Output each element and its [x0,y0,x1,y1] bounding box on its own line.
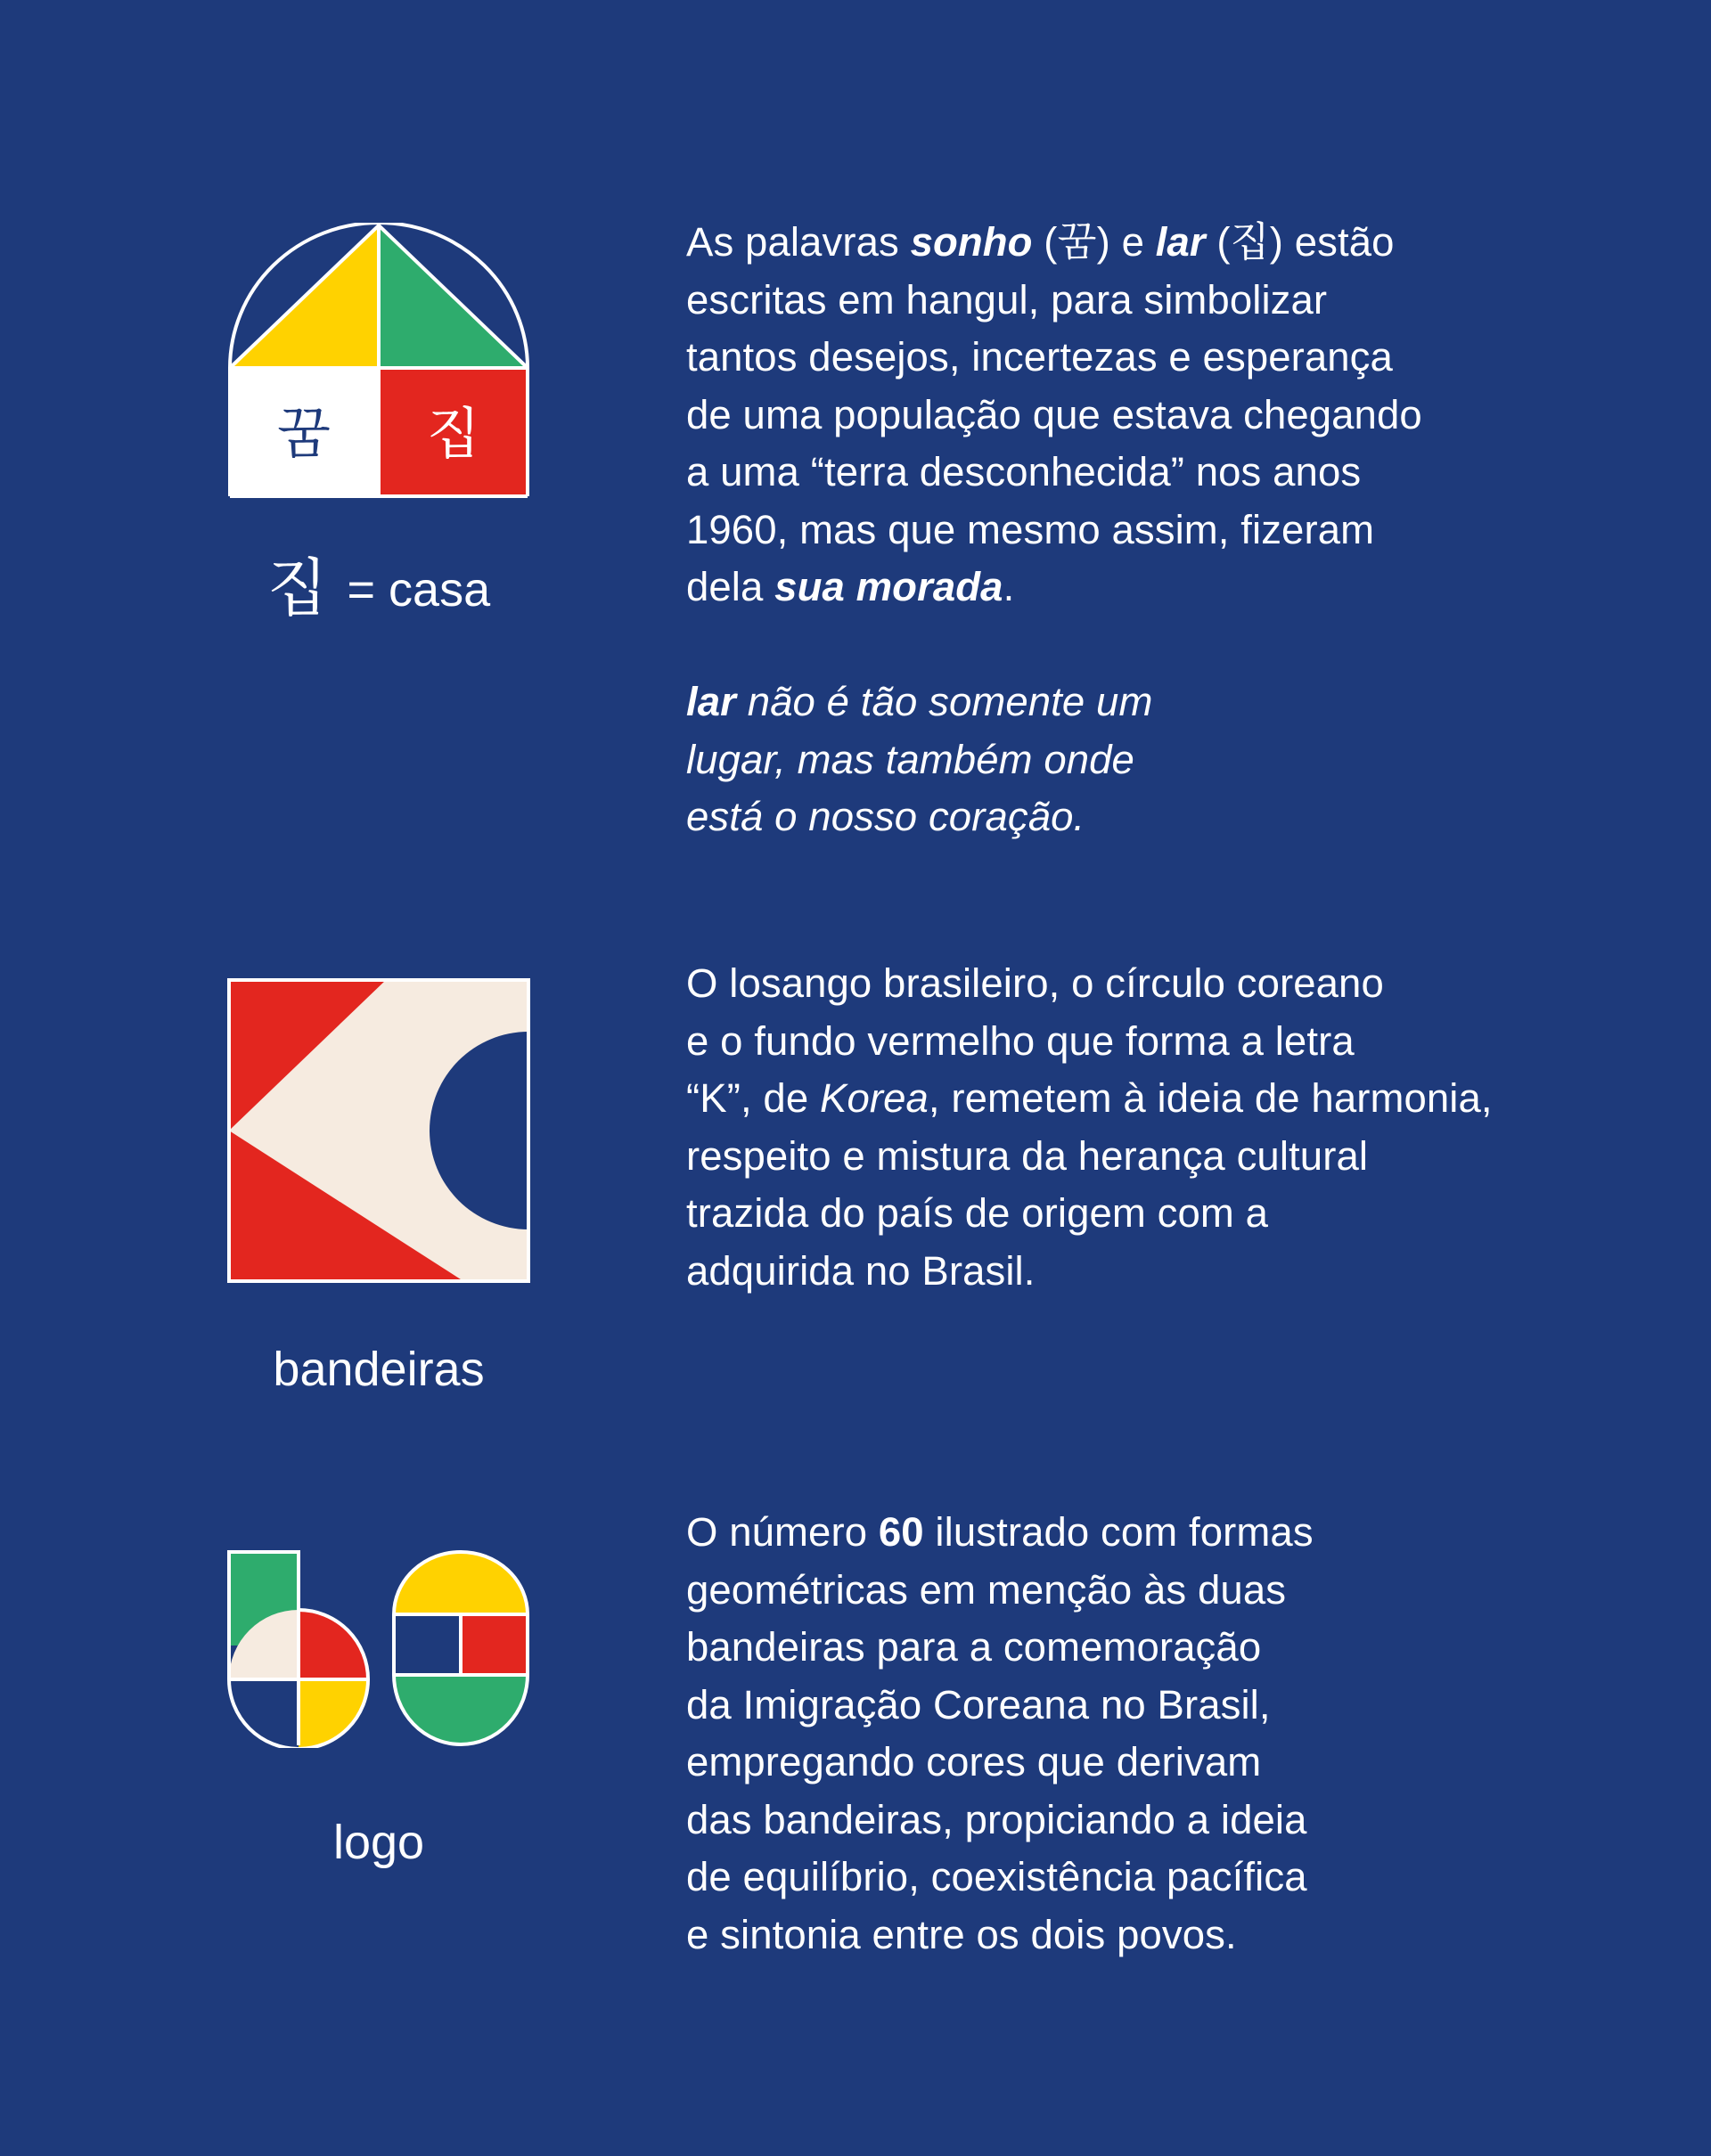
zero-yellow-cap [394,1552,528,1614]
quote-line-3: está o nosso coração. [686,794,1085,839]
s3-line-8: e sintonia entre os dois povos. [686,1911,1237,1957]
s3-line-1: O número 60 ilustrado com formas [686,1509,1314,1555]
s2-line-3: “K”, de Korea, remetem à ideia de harmonia, [686,1075,1493,1121]
logo-60-icon [227,1550,530,1748]
s1-line-3: tantos desejos, incertezas e esperança [686,334,1393,380]
s1-line-7: dela sua morada. [686,564,1015,609]
flags-icon [227,978,530,1283]
s3-line-2: geométricas em menção às duas [686,1566,1287,1613]
zero-green-cap [394,1675,528,1744]
section3-paragraph [686,1504,1577,1964]
s3-line-5: empregando cores que derivam [686,1739,1262,1784]
section1-paragraph [686,214,1577,846]
quote-line-1: lar não é tão somente um [686,679,1153,724]
s2-line-2: e o fundo vermelho que forma a letra [686,1017,1355,1064]
section1-quote [686,674,1577,846]
s3-line-3: bandeiras para a comemoração [686,1624,1262,1670]
quote-line-2: lugar, mas também onde [686,736,1134,782]
s3-line-4: da Imigração Coreana no Brasil, [686,1681,1271,1727]
bandeiras-caption: bandeiras [273,1343,485,1396]
zero-blue-block [394,1614,461,1675]
section2-paragraph [686,955,1577,1300]
s1-line-5: a uma “terra desconhecida” nos anos [686,449,1362,494]
s1-line-2: escritas em hangul, para simbolizar [686,276,1328,323]
s1-line-1: As palavras sonho (꿈) e lar (집) estão [686,219,1395,265]
s2-line-1: O losango brasileiro, o círculo coreano [686,960,1384,1006]
house-icon [227,223,530,499]
caption-hangul: 집 [266,551,328,625]
casa-caption [227,551,530,625]
flags-illustration [227,978,530,1283]
hangul-home: 집 [427,401,480,466]
s3-line-6: das bandeiras, propiciando a ideia [686,1796,1307,1842]
caption-text: = casa [347,563,491,617]
s2-line-6: adquirida no Brasil. [686,1247,1036,1294]
house-illustration [227,223,530,499]
hangul-dream: 꿈 [277,401,331,466]
s2-line-5: trazida do país de origem com a [686,1190,1269,1236]
s2-line-4: respeito e mistura da herança cultural [686,1132,1369,1179]
s1-line-4: de uma população que estava chegando [686,391,1422,437]
logo-caption: logo [332,1816,425,1869]
s3-line-7: de equilíbrio, coexistência pacífica [686,1854,1307,1899]
zero-red-block [461,1614,528,1675]
s1-line-6: 1960, mas que mesmo assim, fizeram [686,506,1375,552]
logo-60-illustration [227,1550,530,1748]
